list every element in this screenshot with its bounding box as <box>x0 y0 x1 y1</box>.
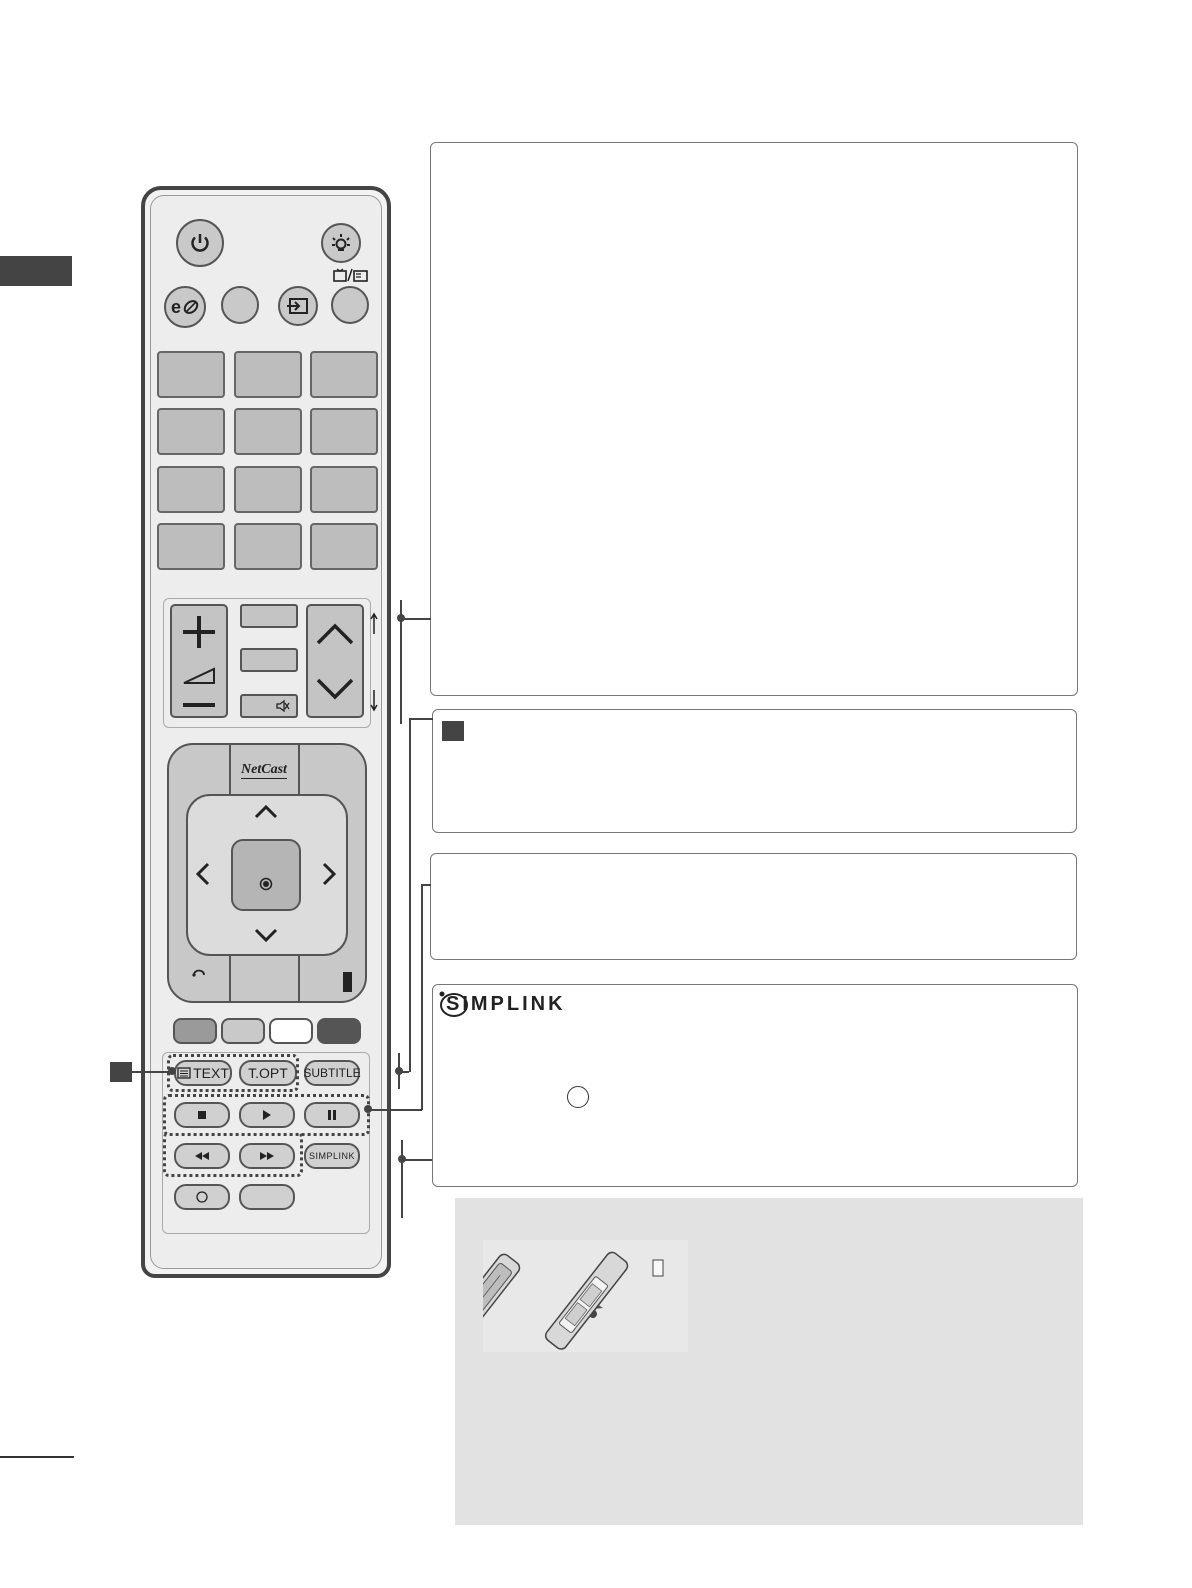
record-icon <box>196 1191 208 1203</box>
teletext-marker-line <box>132 1071 172 1073</box>
light-button[interactable] <box>321 223 361 263</box>
subtitle-button-label: SUBTITLE <box>303 1066 361 1080</box>
volume-minus-icon <box>181 702 217 708</box>
volume-plus-icon <box>181 614 217 650</box>
number-button-2[interactable] <box>234 351 302 398</box>
quick-view-button[interactable] <box>310 523 378 570</box>
number-button-3[interactable] <box>310 351 378 398</box>
arrow-down-icon <box>254 928 278 942</box>
subtitle-button[interactable] <box>304 1060 360 1086</box>
teletext-leader-v <box>409 718 411 1072</box>
panel-playback <box>430 853 1077 960</box>
volume-level-icon <box>182 667 216 685</box>
teletext-marker-dot <box>168 1067 176 1075</box>
input-icon <box>286 296 310 316</box>
input-button[interactable] <box>278 286 318 326</box>
nav-divider-top-left <box>229 745 231 795</box>
teletext-marker <box>110 1062 132 1082</box>
red-key[interactable] <box>173 1018 217 1044</box>
number-button-1[interactable] <box>157 351 225 398</box>
topt-button-label: T.OPT <box>248 1065 288 1081</box>
teletext-leader-top <box>409 718 433 720</box>
nav-divider-bottom-right <box>298 955 300 1001</box>
simplink-bracket <box>401 1140 403 1218</box>
ok-button[interactable] <box>231 839 301 911</box>
simplink-leader <box>402 1159 432 1161</box>
record-circle-icon <box>567 1086 589 1108</box>
energy-saving-icon <box>170 297 200 317</box>
number-button-6[interactable] <box>310 408 378 455</box>
number-button-7[interactable] <box>157 466 225 513</box>
playback-group-outline <box>163 1094 370 1136</box>
mute-icon <box>276 699 290 713</box>
record-button[interactable] <box>174 1184 230 1210</box>
page-up-marker <box>370 612 378 636</box>
netcast-button[interactable] <box>232 756 296 784</box>
svg-text:e: e <box>171 297 182 317</box>
yellow-key[interactable] <box>269 1018 313 1044</box>
playback-group-outline-lower <box>163 1132 303 1177</box>
mute-button[interactable] <box>240 694 298 718</box>
nav-divider-bottom-left <box>229 955 231 1001</box>
ratio-button[interactable] <box>240 648 298 672</box>
tv-radio-button[interactable] <box>331 286 369 324</box>
blank-round-button[interactable] <box>221 286 259 324</box>
power-button[interactable] <box>176 219 224 267</box>
nav-divider-top-right <box>298 745 300 795</box>
power-icon <box>188 231 212 255</box>
fav-button[interactable] <box>240 604 298 628</box>
channel-up-icon <box>315 623 355 645</box>
green-key[interactable] <box>221 1018 265 1044</box>
exit-icon <box>343 972 352 992</box>
back-icon <box>191 965 207 977</box>
panel-teletext-marker <box>442 721 464 741</box>
playback-leader-top <box>421 884 431 886</box>
battery-cover-illustration <box>483 1240 688 1352</box>
arrow-left-icon <box>196 862 210 886</box>
number-button-9[interactable] <box>310 466 378 513</box>
energy-saving-button[interactable] <box>164 286 206 328</box>
playback-leader-v <box>421 884 423 1110</box>
blank-pill-button[interactable] <box>239 1184 295 1210</box>
number-button-5[interactable] <box>234 408 302 455</box>
vol-ch-leader <box>401 618 431 620</box>
panel-top <box>430 142 1078 696</box>
number-button-8[interactable] <box>234 466 302 513</box>
page-down-marker <box>370 688 378 712</box>
netcast-logo: NetCast <box>241 761 287 777</box>
simplink-logo-text: SIMPLINK <box>446 992 566 1015</box>
light-icon <box>329 231 353 255</box>
text-button-label: TEXT <box>193 1065 229 1081</box>
tv-radio-icon <box>333 268 369 282</box>
list-button[interactable] <box>157 523 225 570</box>
teletext-group-outline <box>167 1054 299 1092</box>
arrow-up-icon <box>254 805 278 819</box>
teletext-leader-h <box>399 1071 409 1073</box>
number-button-0[interactable] <box>234 523 302 570</box>
simplink-button[interactable] <box>304 1143 360 1169</box>
playback-leader-h <box>368 1109 422 1111</box>
simplink-logo <box>438 990 566 1018</box>
number-button-4[interactable] <box>157 408 225 455</box>
volume-rocker[interactable] <box>170 604 228 718</box>
ok-icon <box>259 877 273 891</box>
simplink-button-label: SIMPLINK <box>308 1151 355 1161</box>
section-tab <box>0 256 72 286</box>
channel-down-icon <box>315 678 355 700</box>
channel-rocker[interactable] <box>306 604 364 718</box>
blue-key[interactable] <box>317 1018 361 1044</box>
page-rule <box>0 1456 74 1458</box>
panel-teletext <box>432 709 1077 833</box>
arrow-right-icon <box>322 862 336 886</box>
